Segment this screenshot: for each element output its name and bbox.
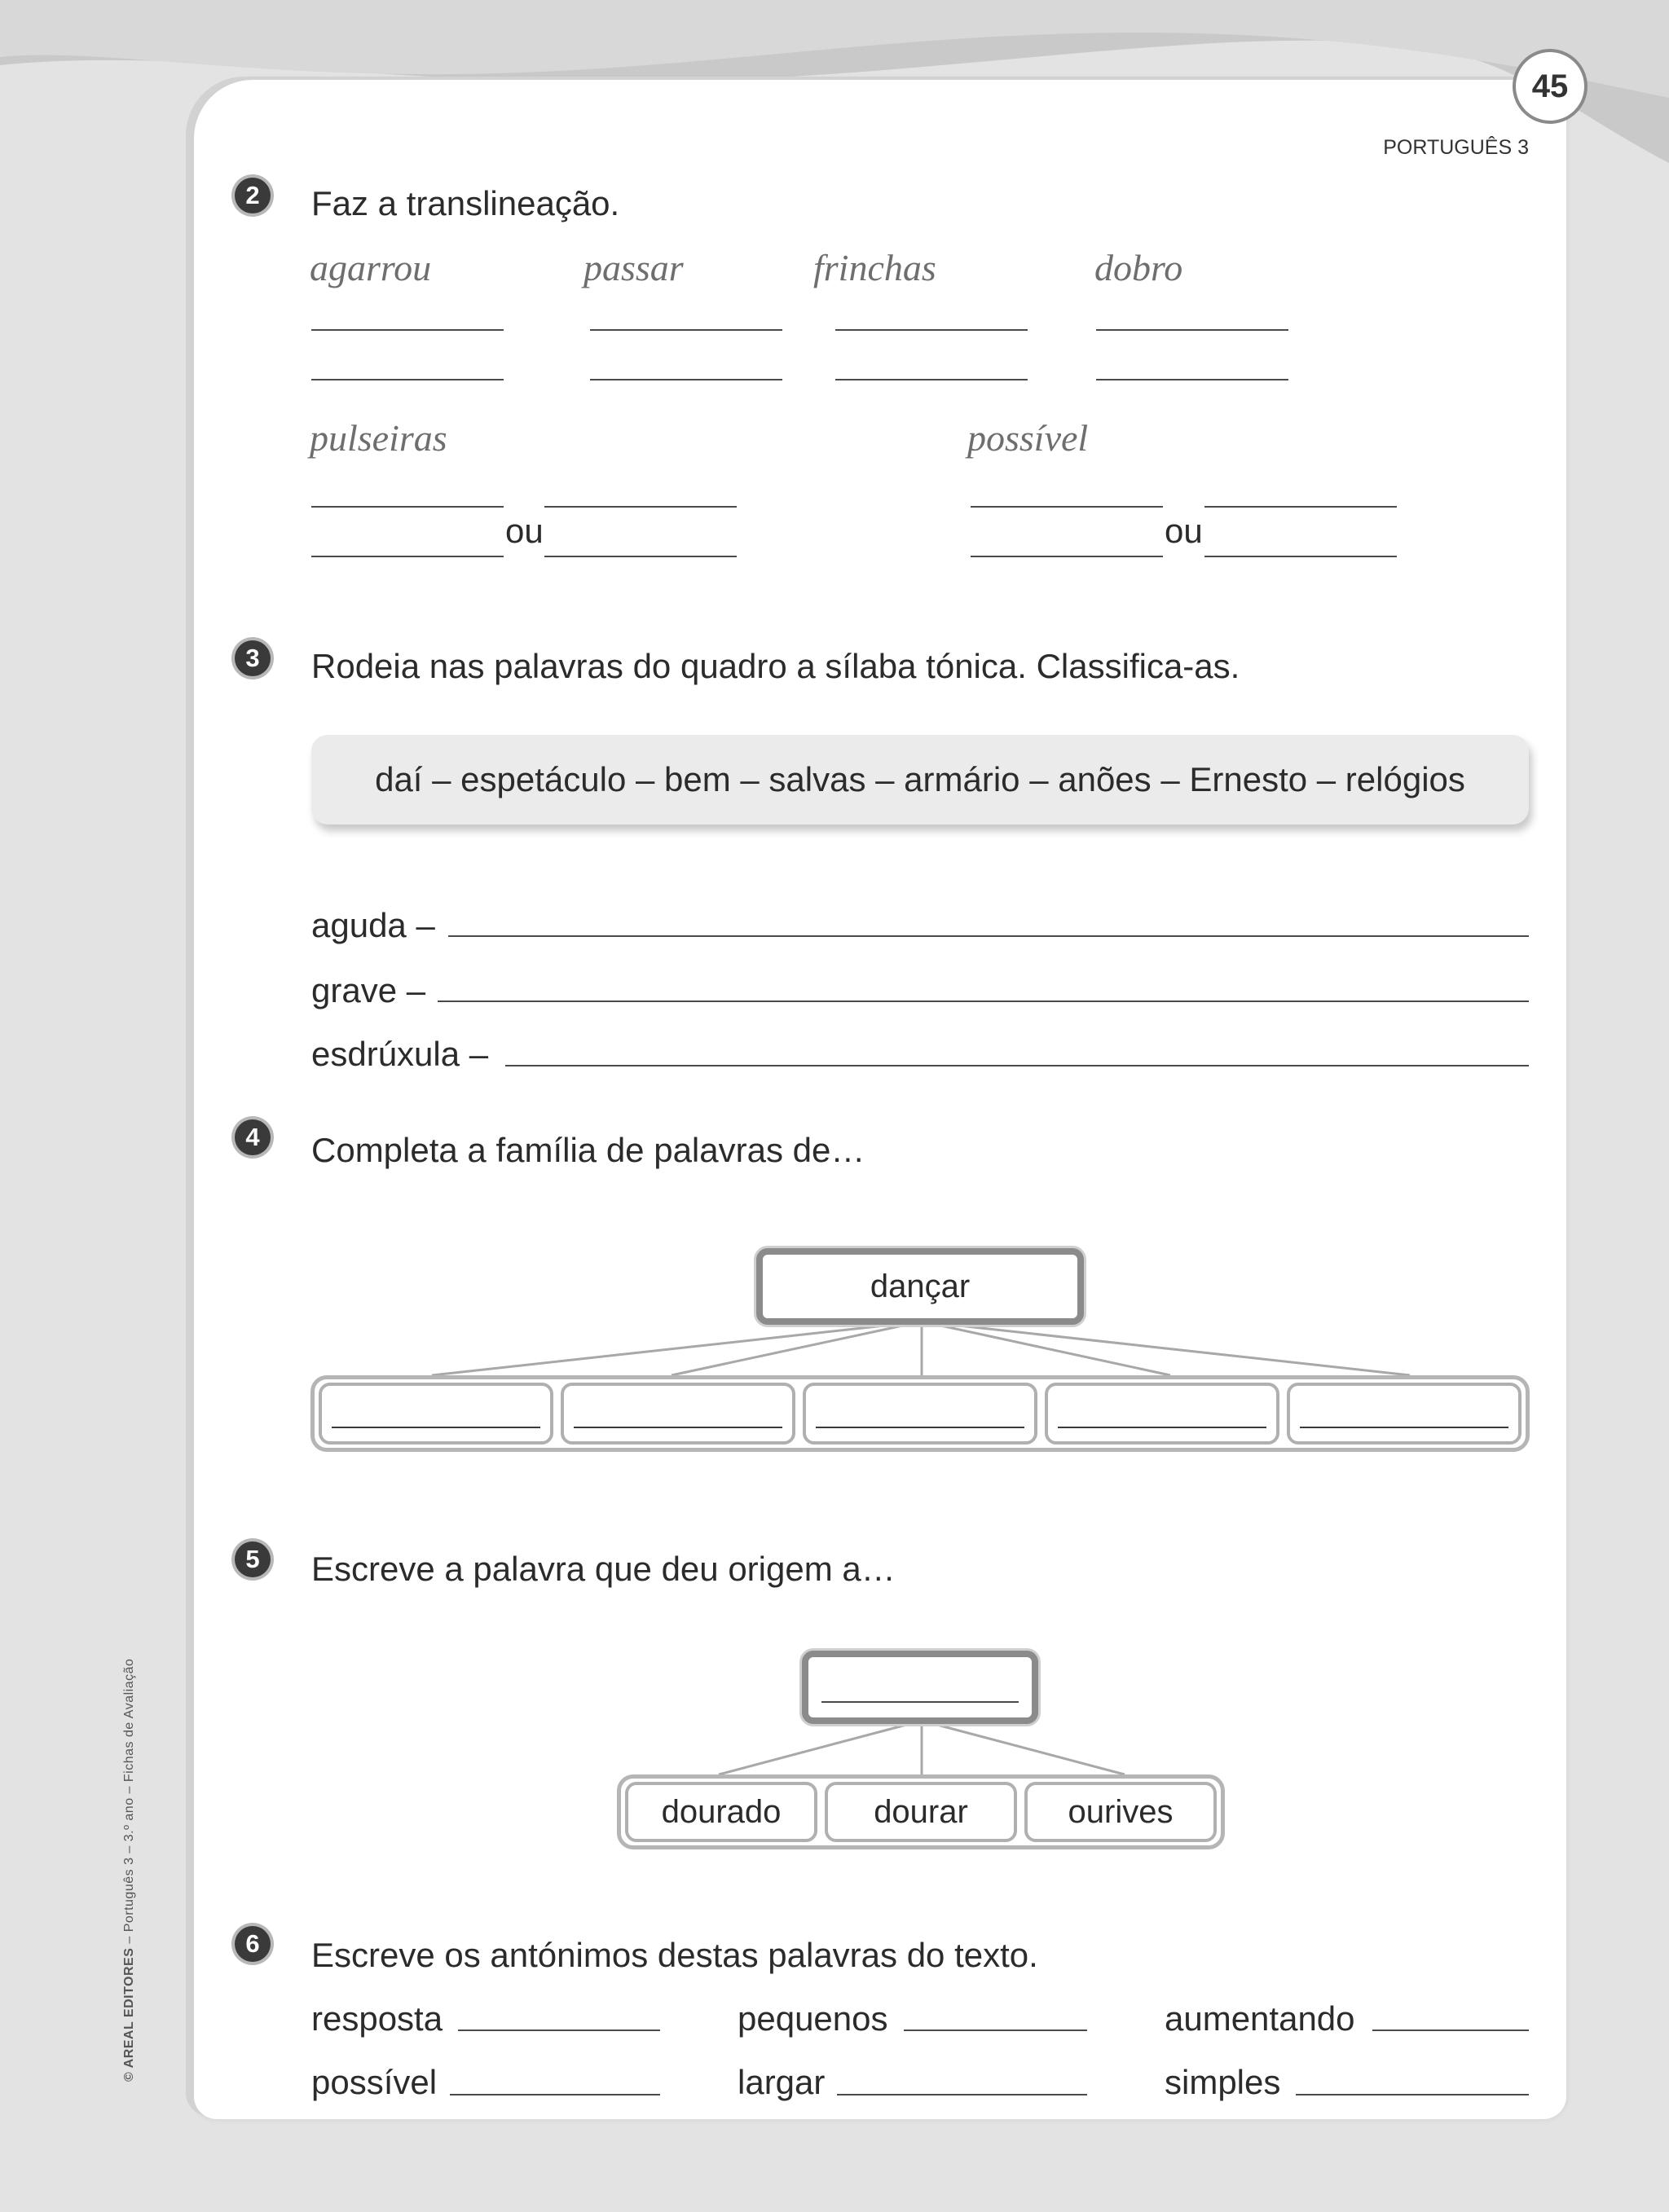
root-word-box: dançar (756, 1248, 1084, 1325)
derived-word-dourado: dourado (625, 1782, 817, 1842)
question-2-instruction: Faz a translineação. (311, 184, 620, 222)
answer-line[interactable] (816, 1427, 1024, 1428)
question-number-2: 2 (235, 178, 271, 213)
answer-line[interactable] (458, 2029, 660, 2031)
publisher-name: © AREAL EDITORES (122, 1947, 136, 2082)
page-number-badge: 45 (1513, 49, 1588, 124)
family-answer-cell[interactable] (319, 1383, 553, 1445)
derived-word-dourar: dourar (825, 1782, 1017, 1842)
answer-line[interactable] (1296, 2094, 1529, 2095)
answer-line[interactable] (574, 1427, 782, 1428)
question-number-5: 5 (235, 1541, 271, 1577)
or-label: ou (505, 512, 544, 550)
or-label: ou (1165, 512, 1203, 550)
word-agarrou: agarrou (310, 247, 432, 288)
question-4-instruction: Completa a família de palavras de… (311, 1131, 865, 1169)
copyright-note (122, 1659, 137, 2082)
word-frinchas: frinchas (813, 247, 936, 288)
answer-line[interactable] (1300, 1427, 1508, 1428)
answer-line[interactable] (837, 2094, 1087, 2095)
answer-line[interactable] (904, 2029, 1087, 2031)
antonym-word-resposta: resposta (311, 1999, 443, 2038)
answer-line[interactable] (1372, 2029, 1529, 2031)
answer-line[interactable] (1058, 1427, 1266, 1428)
category-aguda-label: aguda – (311, 906, 435, 944)
word-passar: passar (583, 247, 684, 288)
word-box[interactable]: daí – espetáculo – bem – salvas – armário – anões – Ernesto – relógios (311, 735, 1529, 825)
antonym-word-possivel: possível (311, 2063, 438, 2101)
family-answer-cell[interactable] (1045, 1383, 1279, 1445)
category-esdruxula-label: esdrúxula – (311, 1035, 489, 1073)
question-5-instruction: Escreve a palavra que deu origem a… (311, 1550, 896, 1588)
book-title: – Português 3 – 3.º ano – Fichas de Avaliação (122, 1658, 136, 1948)
answer-line[interactable] (332, 1427, 540, 1428)
question-3-instruction: Rodeia nas palavras do quadro a sílaba tónica. Classifica-as. (311, 647, 1240, 685)
family-answer-cell[interactable] (1287, 1383, 1521, 1445)
subject-label: PORTUGUÊS 3 (1383, 136, 1529, 159)
antonym-word-aumentando: aumentando (1165, 1999, 1355, 2038)
antonym-word-simples: simples (1165, 2063, 1281, 2101)
word-possivel: possível (967, 417, 1089, 459)
antonym-word-pequenos: pequenos (738, 1999, 888, 2038)
answer-line[interactable] (450, 2094, 660, 2095)
word-dobro: dobro (1094, 247, 1183, 288)
origin-word-box[interactable] (802, 1651, 1038, 1724)
antonym-word-largar: largar (738, 2063, 826, 2101)
derived-word-ourives: ourives (1024, 1782, 1217, 1842)
question-6-instruction: Escreve os antónimos destas palavras do texto. (311, 1936, 1038, 1974)
family-answer-cell[interactable] (803, 1383, 1037, 1445)
answer-line[interactable] (821, 1701, 1019, 1703)
question-number-3: 3 (235, 640, 271, 676)
question-number-6: 6 (235, 1926, 271, 1962)
category-grave-label: grave – (311, 971, 426, 1009)
word-pulseiras: pulseiras (310, 417, 447, 459)
family-answer-cell[interactable] (561, 1383, 795, 1445)
question-number-4: 4 (235, 1119, 271, 1155)
